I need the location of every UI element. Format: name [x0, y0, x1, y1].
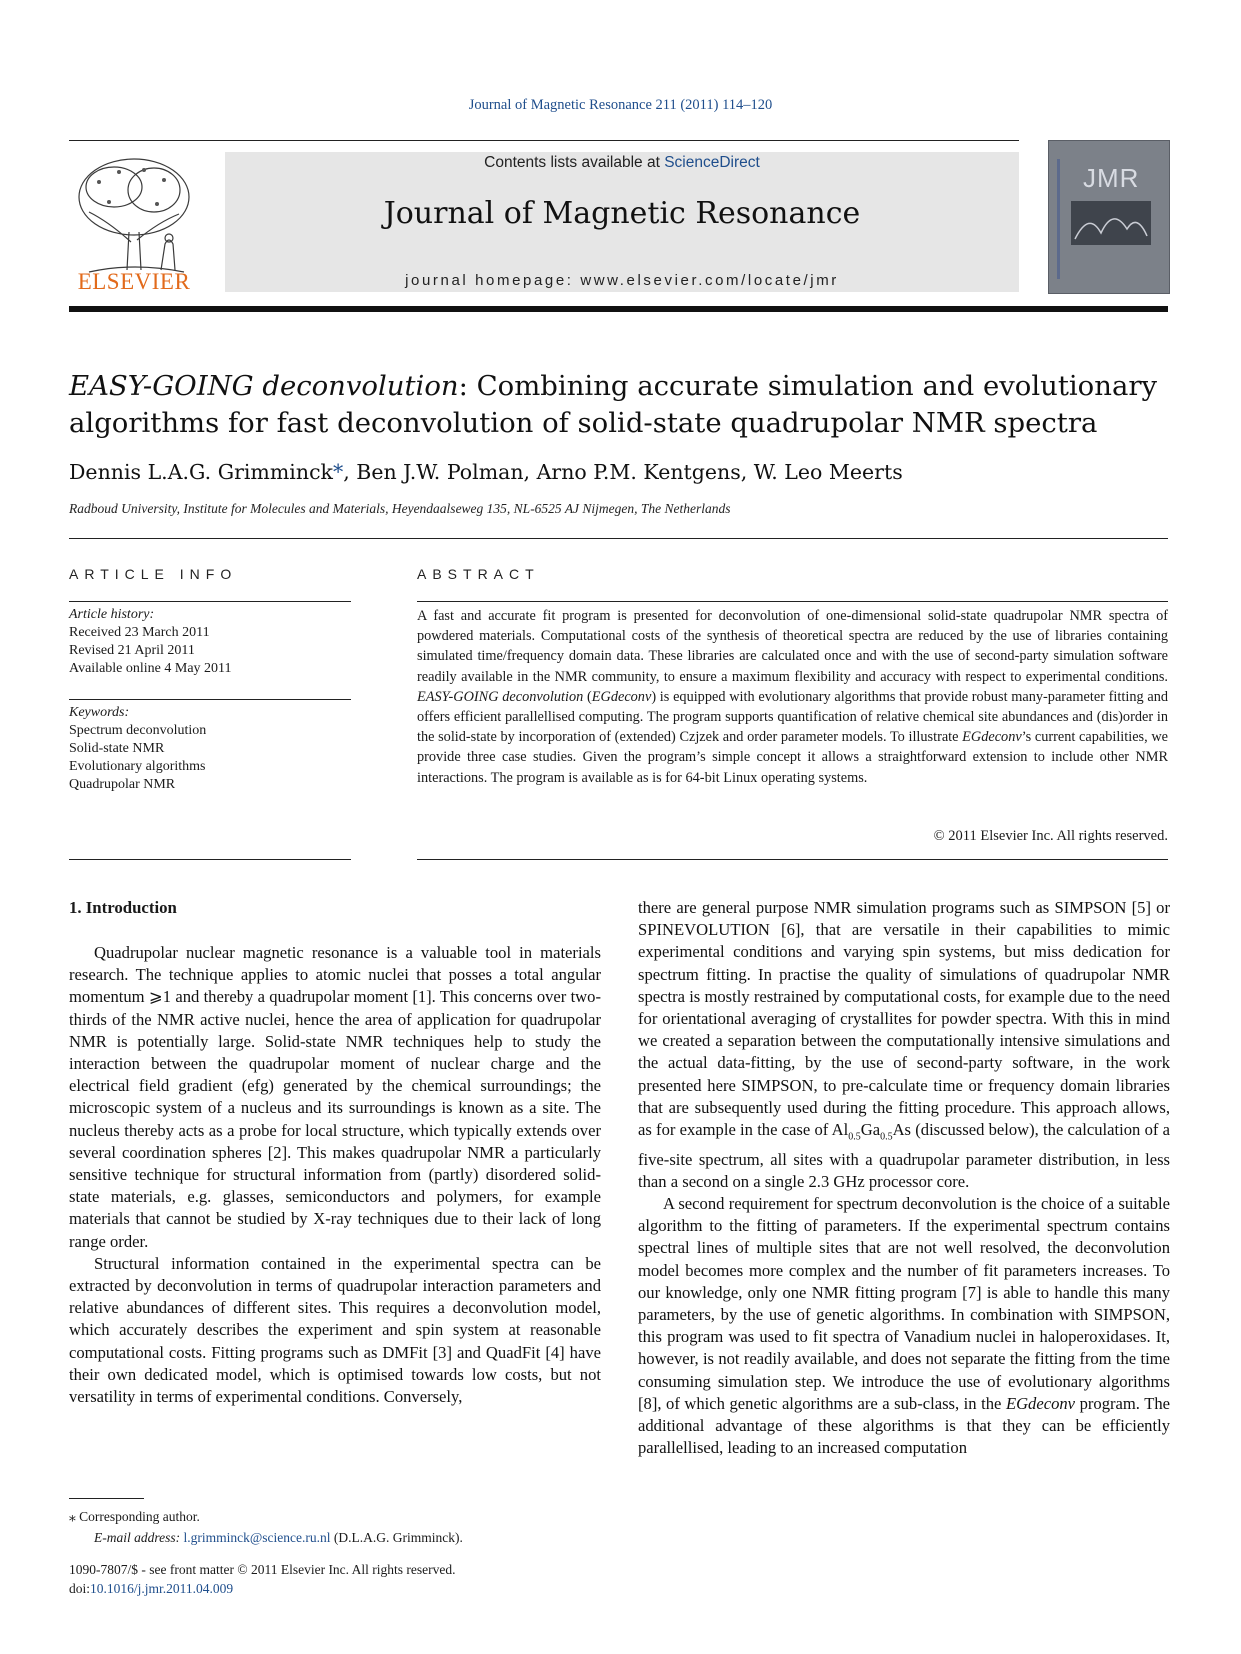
footnote: [69, 1506, 463, 1548]
author-list: [69, 460, 903, 484]
body-paragraph: Structural information contained in the experimental spectra can be extracted by deconvolution in terms of quadrupolar interaction parameters and relative abundances of different sites. This requires a deconvolution model, which accurately describes the experiment and spin system at reasonable computational costs. Fitting programs such as DMFit [3] and QuadFit [4] have their own dedicated model, which is optimised towards low costs, but not versatility in terms of experimental conditions. Conversely,: [69, 1253, 601, 1407]
running-head[interactable]: Journal of Magnetic Resonance 211 (2011) 114–120: [468, 97, 773, 113]
email-label: E-mail address:: [94, 1530, 184, 1545]
subscript: 0.5: [848, 1131, 861, 1143]
body-text: program. The additional advantage of these algorithms is that they can be efficiently parallellised, leading to an increased computation: [638, 1393, 1170, 1458]
journal-cover-thumbnail: [1048, 140, 1170, 294]
masthead-rule: [69, 306, 1168, 312]
article-info-rule: [69, 601, 351, 602]
history-received: Received 23 March 2011: [69, 625, 210, 640]
body-paragraph: [638, 897, 1170, 1193]
header-rule: [69, 140, 1019, 141]
abstract-text: [417, 606, 1168, 788]
keyword: Evolutionary algorithms: [69, 759, 206, 774]
article-title: [69, 368, 1169, 442]
keyword: Solid-state NMR: [69, 741, 165, 756]
body-column-right: [638, 897, 1170, 1459]
history-label: Article history:: [69, 607, 155, 622]
cover-label: JMR: [1083, 163, 1140, 193]
abstract-part: (: [583, 688, 592, 705]
email-suffix: (D.L.A.G. Grimminck).: [330, 1530, 463, 1545]
body-column-left: [69, 942, 601, 1408]
footnote-rule: [69, 1498, 144, 1499]
corresponding-author-mark[interactable]: *: [332, 460, 344, 484]
body-paragraph: [638, 1193, 1170, 1459]
article-history: [69, 606, 351, 678]
article-info-heading: ARTICLE INFO: [69, 566, 238, 582]
abstract-bottom-rule: [417, 859, 1168, 860]
cover-graphic: [1049, 141, 1169, 293]
abstract-rule: [417, 601, 1168, 602]
article-info-bottom-rule: [69, 859, 351, 860]
history-online: Available online 4 May 2011: [69, 661, 232, 676]
journal-title: Journal of Magnetic Resonance: [383, 196, 861, 231]
body-text: there are general purpose NMR simulation programs such as SIMPSON [5] or SPINEVOLUTION [6], that are versatile in their capabilities to mimic experimental conditions and varying spin systems, but miss dedication for spectrum fitting. In practise the quality of simulations of quadrupolar NMR spectra is mostly restrained by computational costs, for example due to the need for orientational averaging of crystallites for powder spectra. With this in mind we created a separation between the computationally intensive simulations and the actual data-fitting, by the use of second-party software, in the work presented here SIMPSON, to pre-calculate time or frequency domain libraries that are subsequently used during the fitting procedure. This approach allows, as for example in the case of Al: [638, 898, 1170, 1140]
doi-line: [69, 1579, 456, 1598]
article-title-italic: EASY-GOING deconvolution: [69, 370, 459, 402]
corresponding-author-note: ⁎ Corresponding author.: [69, 1509, 200, 1524]
author-first: Dennis L.A.G. Grimminck: [69, 460, 333, 484]
abstract-heading: ABSTRACT: [417, 566, 540, 582]
contents-prefix: Contents lists available at: [484, 154, 665, 171]
author-email-link[interactable]: l.grimminck@science.ru.nl: [183, 1530, 331, 1545]
keywords-rule: [69, 699, 351, 700]
email-line: [69, 1527, 463, 1548]
history-revised: Revised 21 April 2011: [69, 643, 195, 658]
article-title-rest: : Combining accurate simulation and evolutionary algorithms for fast deconvolution of solid-state quadrupolar NMR spectra: [69, 370, 1158, 439]
doi-link[interactable]: 10.1016/j.jmr.2011.04.009: [90, 1581, 234, 1596]
abstract-em: EGdeconv: [962, 729, 1022, 746]
body-text: As (discussed below), the calculation of a five-site spectrum, all sites with a quadrupolar parameter distribution, in less than a second on a single 2.3 GHz processor core.: [638, 1120, 1170, 1191]
journal-homepage[interactable]: journal homepage: www.elsevier.com/locate/jmr: [405, 272, 839, 289]
abstract-em: EGdeconv: [591, 688, 652, 705]
abstract-em: EASY-GOING deconvolution: [417, 688, 584, 705]
abstract-part: ’s current capabilities, we provide three case studies. Given the program’s simple concept it allows a straightforward extension to include other NMR interactions. The program is available as is for 64-bit Linux operating systems.: [417, 729, 1169, 786]
section-heading-introduction: 1. Introduction: [69, 898, 177, 917]
keyword: Quadrupolar NMR: [69, 777, 176, 792]
affiliation: Radboud University, Institute for Molecules and Materials, Heyendaalseweg 135, NL-6525 AJ Nijmegen, The Netherlands: [69, 501, 731, 516]
keyword: Spectrum deconvolution: [69, 723, 207, 738]
body-text: A second requirement for spectrum deconvolution is the choice of a suitable algorithm to the fitting of parameters. If the experimental spectrum contains spectral lines of multiple sites that are not well resolved, the deconvolution model becomes more complex and the number of fit parameters increases. To our knowledge, only one NMR fitting program [7] is able to handle this many parameters, by the use of genetic algorithms. In combination with SIMPSON, this program was used to fit spectra of Vanadium nuclei in haloperoxidases. It, however, is not readily available, and does not separate the fitting from the time consuming simulation step. We introduce the use of evolutionary algorithms [8], of which genetic algorithms are a sub-class, in the: [638, 1193, 1170, 1413]
elsevier-wordmark: ELSEVIER: [77, 269, 191, 294]
abstract-part: ) is equipped with evolutionary algorithms that provide robust many-parameter fitting and offers efficient parallellised computing. The program supports quantification of relative chemical site abundances and (dis)order in the solid-state by incorporation of (extended) Czjzek and order parameter models. To illustrate: [417, 688, 1168, 746]
journal-masthead: [225, 152, 1019, 292]
sciencedirect-link[interactable]: ScienceDirect: [664, 154, 760, 171]
body-text: Ga: [860, 1120, 881, 1140]
issn-doi: [69, 1560, 456, 1598]
author-rest: , Ben J.W. Polman, Arno P.M. Kentgens, W. Leo Meerts: [343, 460, 903, 484]
body-paragraph: Quadrupolar nuclear magnetic resonance is a valuable tool in materials research. The technique applies to atomic nuclei that posses a total angular momentum ⩾1 and thereby a quadrupolar moment [1]. This concerns over two-thirds of the NMR active nuclei, hence the area of application for quadrupolar NMR is potentially large. Solid-state NMR techniques help to study the interaction between the quadrupolar moment of nuclear charge and the electrical field gradient (efg) generated by the chemical surroundings; the microscopic system of a nucleus and its surroundings is known as a site. The nucleus thereby acts as a probe for local structure, which typically extends over several coordination spheres [2]. This makes quadrupolar NMR a particularly sensitive technique for structural information from (partly) disordered solid-state materials, e.g. glasses, semiconductors and polymers, for example materials that cannot be studied by X-ray techniques due to their lack of long range order.: [69, 943, 601, 1251]
keywords: [69, 704, 351, 794]
abstract-part: A fast and accurate fit program is presented for deconvolution of one-dimensional solid-state quadrupolar NMR spectra of powdered materials. Computational costs of the synthesis of theoretical spectra are reduced by the use of libraries containing simulated time/frequency domain data. These libraries are calculated once and with the use of second-party simulation software readily available in the NMR community, to ensure a maximum flexibility and accuracy with respect to experimental conditions.: [417, 608, 1168, 685]
body-em: EGdeconv: [1005, 1393, 1076, 1413]
abstract-copyright: © 2011 Elsevier Inc. All rights reserved.: [933, 828, 1168, 844]
subscript: 0.5: [880, 1131, 893, 1143]
issn-line: 1090-7807/$ - see front matter © 2011 Elsevier Inc. All rights reserved.: [69, 1562, 456, 1577]
doi-label: doi:: [69, 1581, 91, 1596]
front-matter-rule: [69, 538, 1168, 539]
contents-line: [225, 154, 1019, 172]
keywords-label: Keywords:: [69, 705, 130, 720]
